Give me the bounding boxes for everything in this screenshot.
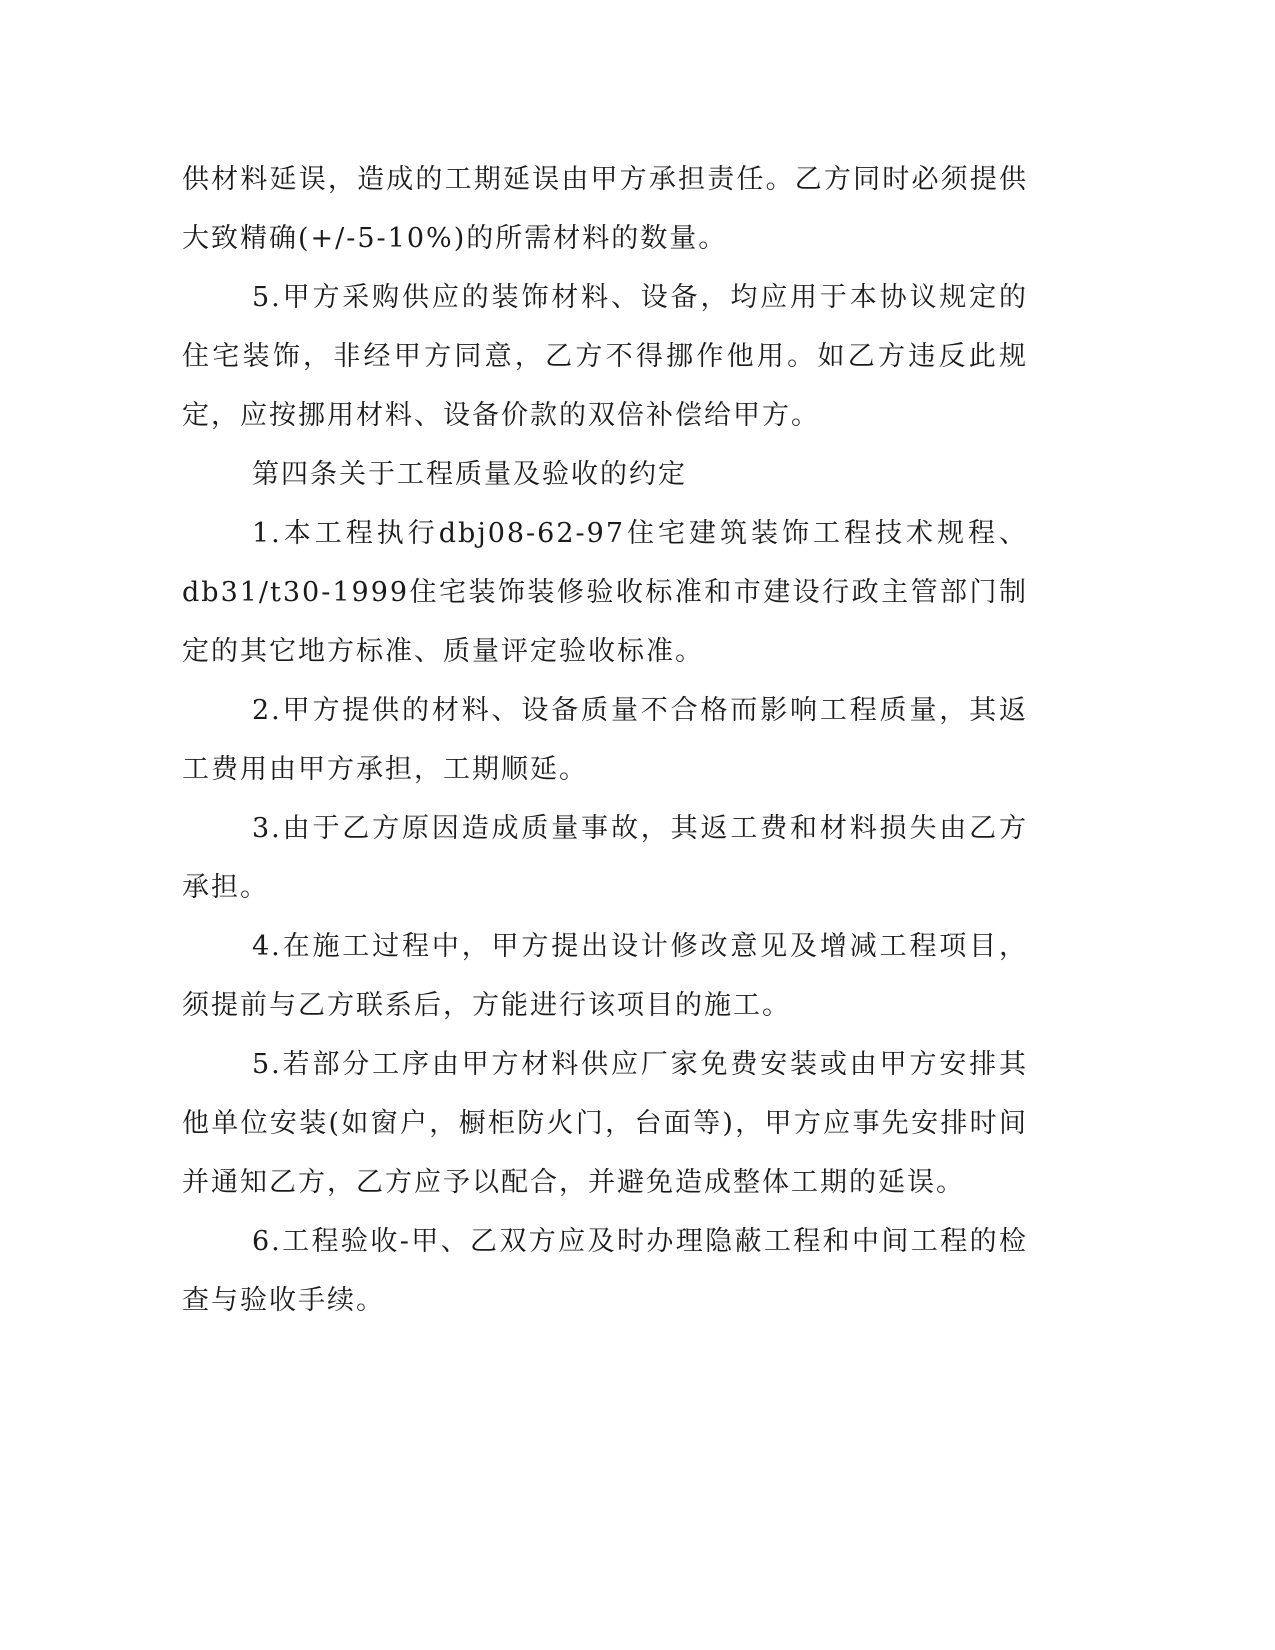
section-heading-article-4: 第四条关于工程质量及验收的约定 xyxy=(252,459,687,490)
paragraph-clause-4-6: 6.工程验收-甲、乙双方应及时办理隐蔽工程和中间工程的检查与验收手续。 xyxy=(182,1226,1028,1316)
paragraph-clause-4-2: 2.甲方提供的材料、设备质量不合格而影响工程质量，其返工费用由甲方承担，工期顺延。 xyxy=(182,695,1028,785)
paragraph-clause-4-1: 1.本工程执行dbj08-62-97住宅建筑装饰工程技术规程、db31/t30-1999住宅装饰装修验收标准和市建设行政主管部门制定的其它地方标准、质量评定验收标准。 xyxy=(182,518,1028,667)
paragraph-clause-4-4: 4.在施工过程中，甲方提出设计修改意见及增减工程项目，须提前与乙方联系后，方能进行该项目的施工。 xyxy=(182,931,1028,1021)
paragraph-clause-4-3: 3.由于乙方原因造成质量事故，其返工费和材料损失由乙方承担。 xyxy=(182,813,1028,903)
paragraph-clause-3-5: 5.甲方采购供应的装饰材料、设备，均应用于本协议规定的住宅装饰，非经甲方同意，乙方不得挪作他用。如乙方违反此规定，应按挪用材料、设备价款的双倍补偿给甲方。 xyxy=(182,282,1028,431)
paragraph-clause-4-5: 5.若部分工序由甲方材料供应厂家免费安装或由甲方安排其他单位安装(如窗户，橱柜防火门，台面等)，甲方应事先安排时间并通知乙方，乙方应予以配合，并避免造成整体工期的延误。 xyxy=(182,1049,1028,1198)
paragraph-continuation: 供材料延误，造成的工期延误由甲方承担责任。乙方同时必须提供大致精确(+/-5-10%)的所需材料的数量。 xyxy=(182,164,1028,254)
document-body xyxy=(182,150,1028,1330)
